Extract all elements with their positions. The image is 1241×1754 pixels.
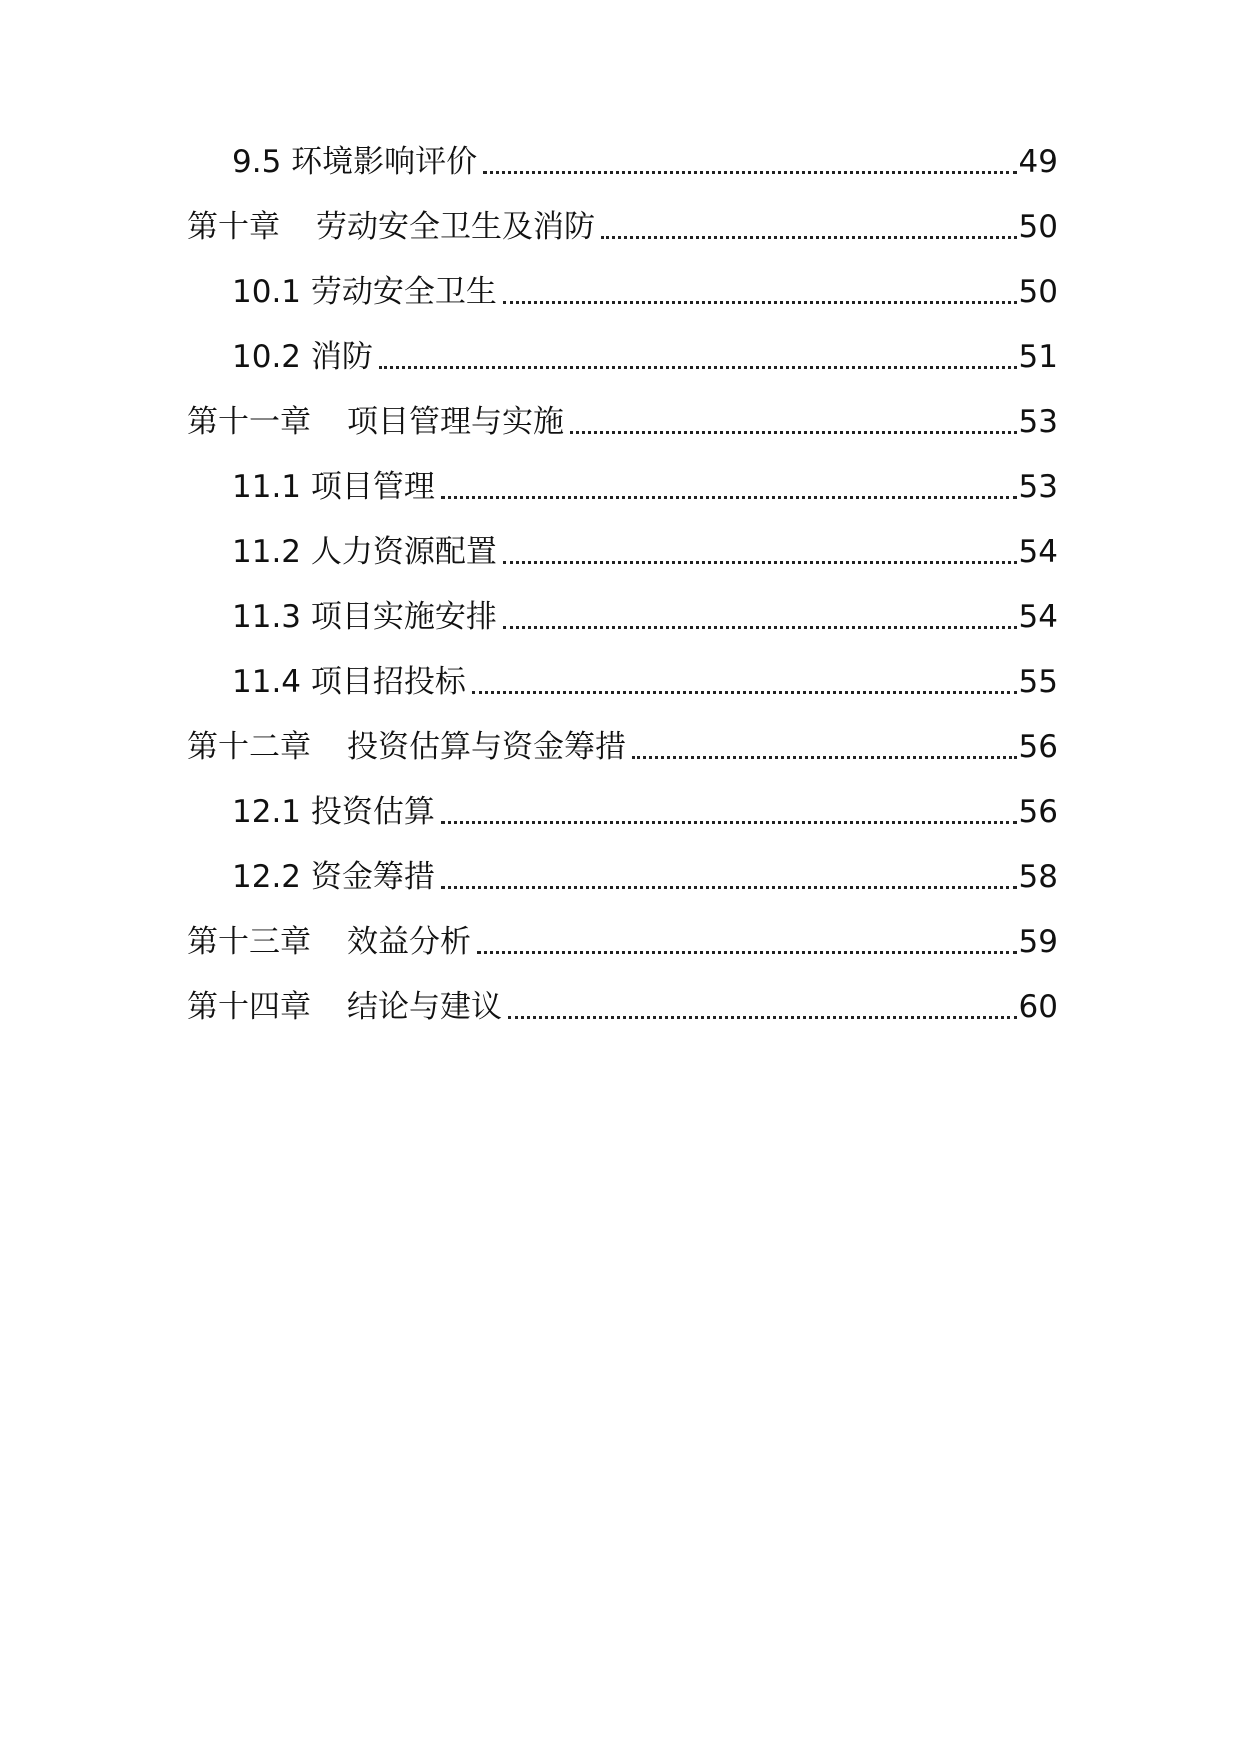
toc-page-number: 50 (1018, 274, 1058, 310)
dot-leader (483, 171, 1016, 174)
toc-entry-label: 12.1 投资估算 (232, 794, 435, 830)
dot-leader (441, 821, 1017, 824)
chapter-number: 第十二章 (187, 729, 311, 765)
dot-leader (503, 626, 1017, 629)
toc-page-number: 50 (1018, 209, 1058, 245)
toc-page-number: 59 (1018, 924, 1058, 960)
toc-chapter-10[interactable] (187, 199, 1058, 249)
dot-leader (441, 886, 1017, 889)
toc-chapter-label (187, 729, 626, 769)
toc-page-number: 58 (1018, 859, 1058, 895)
toc-page-number: 54 (1018, 534, 1058, 570)
toc-entry-12-2[interactable] (232, 849, 1058, 899)
toc-chapter-12[interactable] (187, 719, 1058, 769)
chapter-number: 第十章 (187, 209, 280, 245)
toc-entry-11-2[interactable] (232, 524, 1058, 574)
chapter-title: 结论与建议 (347, 989, 502, 1025)
toc-entry-label: 9.5 环境影响评价 (232, 144, 478, 180)
toc-page-number: 49 (1018, 144, 1058, 180)
dot-leader (632, 756, 1017, 759)
dot-leader (570, 431, 1017, 434)
toc-page-number: 55 (1018, 664, 1058, 700)
toc-entry-11-3[interactable] (232, 589, 1058, 639)
chapter-title: 投资估算与资金筹措 (347, 729, 626, 765)
toc-entry-label: 11.1 项目管理 (232, 469, 435, 505)
dot-leader (441, 496, 1017, 499)
toc-chapter-11[interactable] (187, 394, 1058, 444)
toc-entry-label: 11.2 人力资源配置 (232, 534, 497, 570)
toc-page-number: 56 (1018, 729, 1058, 765)
chapter-number: 第十三章 (187, 924, 311, 960)
chapter-title: 项目管理与实施 (347, 404, 564, 440)
toc-entry-label: 11.3 项目实施安排 (232, 599, 497, 635)
toc-chapter-label (187, 209, 595, 249)
toc-page-number: 51 (1018, 339, 1058, 375)
dot-leader (601, 236, 1017, 239)
toc-entry-9-5[interactable] (232, 134, 1058, 184)
toc-page-number: 54 (1018, 599, 1058, 635)
dot-leader (503, 301, 1017, 304)
toc-entry-label: 12.2 资金筹措 (232, 859, 435, 895)
toc-entry-12-1[interactable] (232, 784, 1058, 834)
dot-leader (472, 691, 1017, 694)
dot-leader (379, 366, 1017, 369)
toc-entry-11-1[interactable] (232, 459, 1058, 509)
dot-leader (477, 951, 1017, 954)
dot-leader (503, 561, 1017, 564)
chapter-number: 第十四章 (187, 989, 311, 1025)
dot-leader (508, 1016, 1017, 1019)
toc-entry-label: 11.4 项目招投标 (232, 664, 466, 700)
toc-page-number: 53 (1018, 404, 1058, 440)
chapter-title: 效益分析 (347, 924, 471, 960)
toc-entry-10-1[interactable] (232, 264, 1058, 314)
toc-entry-label: 10.2 消防 (232, 339, 373, 375)
toc-chapter-14[interactable] (187, 979, 1058, 1029)
toc-entry-11-4[interactable] (232, 654, 1058, 704)
chapter-title: 劳动安全卫生及消防 (316, 209, 595, 245)
toc-page-number: 56 (1018, 794, 1058, 830)
chapter-number: 第十一章 (187, 404, 311, 440)
toc-chapter-label (187, 989, 502, 1029)
toc-page-number: 60 (1018, 989, 1058, 1025)
toc-entry-10-2[interactable] (232, 329, 1058, 379)
toc-entry-label: 10.1 劳动安全卫生 (232, 274, 497, 310)
toc-chapter-label (187, 924, 471, 964)
toc-page-number: 53 (1018, 469, 1058, 505)
toc-chapter-label (187, 404, 564, 444)
toc-chapter-13[interactable] (187, 914, 1058, 964)
